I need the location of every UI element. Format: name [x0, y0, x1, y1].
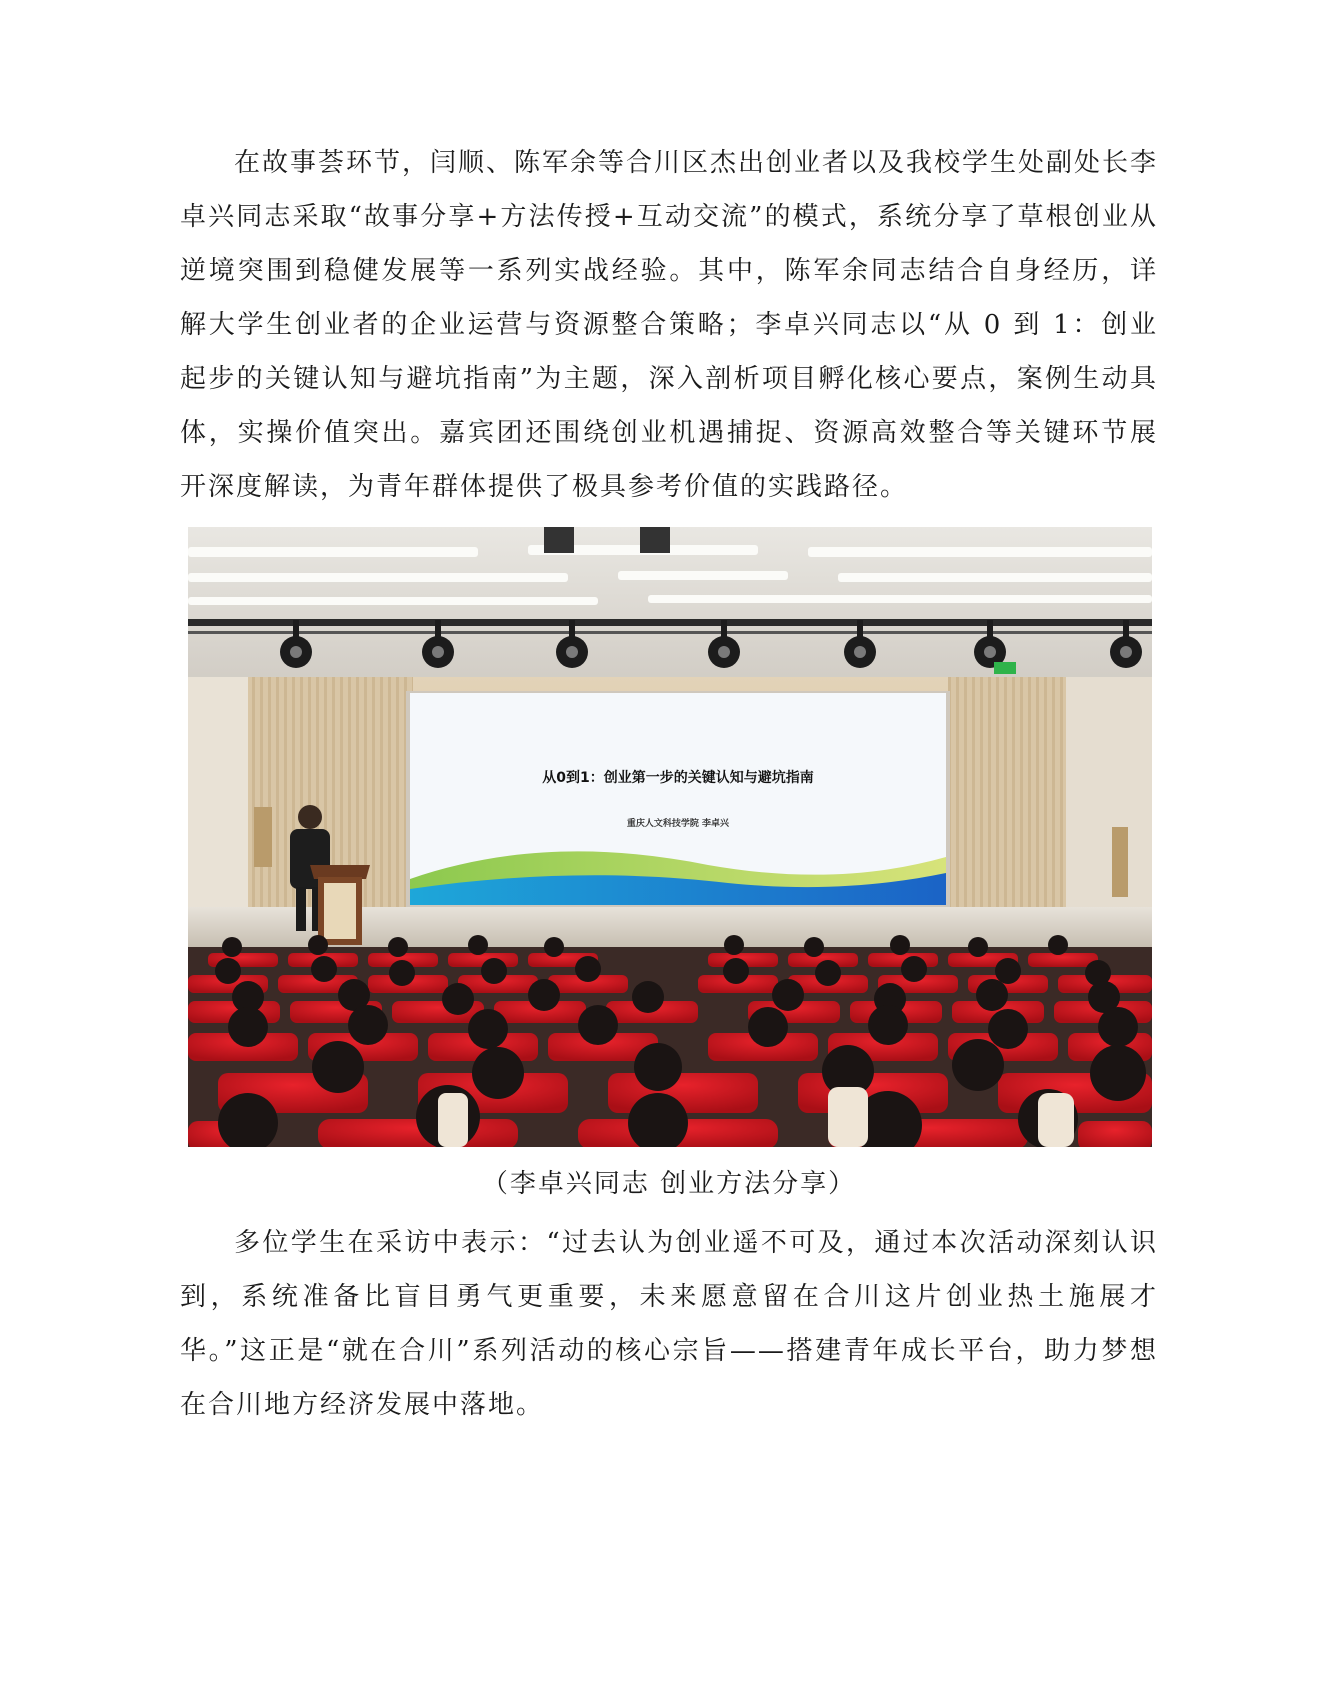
- photo-caption: （李卓兴同志 创业方法分享）: [481, 1169, 857, 1199]
- slide-title: 从0到1：创业第一步的关键认知与避坑指南: [542, 770, 814, 786]
- lecture-photo: [188, 527, 1152, 1147]
- paragraph-student-feedback: 多位学生在采访中表示：“过去认为创业遥不可及，通过本次活动深刻认识到，系统准备比盲目勇气更重要，未来愿意留在合川这片创业热土施展才华。”这正是“就在合川”系列活动的核心宗旨——搭建青年成长平台，助力梦想在合川地方经济发展中落地。: [180, 1228, 1158, 1420]
- podium: [310, 865, 370, 945]
- slide-subtitle: 重庆人文科技学院 李卓兴: [626, 819, 730, 829]
- paragraph-story-session: 在故事荟环节，闫顺、陈军余等合川区杰出创业者以及我校学生处副处长李卓兴同志采取“故事分享+方法传授+互动交流”的模式，系统分享了草根创业从逆境突围到稳健发展等一系列实战经验。其中，陈军余同志结合自身经历，详解大学生创业者的企业运营与资源整合策略；李卓兴同志以“从 0 到 1：创业起步的关键认知与避坑指南”为主题，深入剖析项目孵化核心要点，案例生动具体，实操价值突出。嘉宾团还围绕创业机遇捕捉、资源高效整合等关键环节展开深度解读，为青年群体提供了极具参考价值的实践路径。: [180, 148, 1159, 502]
